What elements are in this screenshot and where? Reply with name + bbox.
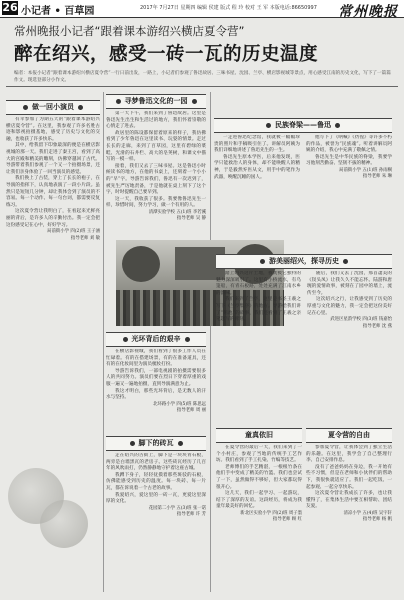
paragraph: 我们换上了古装，穿上了长长的袍子，在导演的指挥下，认真地表演了一段小片段。虽然只是短短几分钟，却让我体会到了演员的不容易。每一个动作、每一句台词，都需要反复练习。	[6, 176, 100, 208]
byline: 局前街小学 五(1)班 孙雨桐 指导老师 朱 琳	[339, 167, 392, 180]
paragraph: 我蹲下身子，轻轻抚摸着那些斑驳的石板，仿佛能感受到历史的温度。每一块砖、每一片瓦，都在诉说着一个古老的故事。	[106, 472, 206, 491]
byline: 武进区星韵学校 四(3)班 钱嘉怡 指导老师 沈 燕	[330, 317, 392, 329]
essay-title: 光环背后的艰辛	[131, 335, 181, 343]
byline: 局前街小学 四(2)班 王子涵 指导老师 刘 敏	[47, 229, 100, 241]
essay-title-box	[106, 94, 206, 109]
essay-body	[216, 445, 302, 593]
paragraph: 没有了爸爸妈妈在身边，我一开始有些不习惯，但是在老师和小伙伴们的帮助下，我很快就适应了。我们一起吃饭、一起参观、一起分享快乐。	[306, 464, 392, 490]
paragraph: 在夏令营的最后一天，我们来到了一个小村庄，参观了当地的传统手工艺作坊。我们看到了手工扎染、竹编等技艺。	[216, 445, 302, 464]
paragraph: 我们来到了兰亭，这里是书圣王羲之写下《兰亭集序》的地方。导游给我们讲了“鹅池”的故事，我们还看到了王羲之亲笔题写的碑刻。	[216, 297, 301, 323]
byline: 北环路小学 四(5)班 陈思远 指导老师 周 丽	[153, 401, 206, 414]
paragraph: 随后，我们又去了沈园，那首凄美的《钗头凤》让我久久不能忘怀。陆游和唐琬的爱情故事，被刻在了园中的墙上，流传至今。	[307, 271, 392, 296]
header-info: 2017年 7月27日 星期四 编辑 侯建 版式 程 玲 校对 王 军 本版电话:86650997	[140, 5, 317, 11]
essay-title: 寻梦鲁迅文化的一园	[124, 97, 188, 105]
essay-title-box	[6, 100, 100, 115]
byline: 花园第二小学 五(3)班 张一诺 指导老师 许 芳	[148, 505, 206, 518]
byline: 清潭实验学校 五(1)班 李若溪 指导老师 吴 静	[148, 209, 206, 222]
paragraph: 鲁迅先生原本学医，后来他发现，医学只能救治人的身体，却不能唤醒人的精神，于是毅然弃医从文，用手中的笔作为武器，唤醒沉睡的国人。	[214, 154, 300, 180]
essay-title: 脚下的砖瓦	[138, 439, 174, 447]
essay-title-box	[106, 436, 206, 451]
paragraph: 导游告诉我们，一部电视剧的拍摄需要很多人的共同努力。演员们要在烈日下穿着厚重的戏服一遍又一遍地拍摄，直到导演满意为止。	[106, 368, 206, 387]
tree-shape	[122, 246, 160, 282]
column-divider	[210, 92, 211, 592]
paragraph: 踏上绍兴这片土地，我就被它独特的魅力深深吸引了。这里有小桥流水，有乌篷船，有青石板路，处处充满了江南水乡的韵味。	[216, 271, 301, 296]
paragraph: 这一天，我收获了很多。我要像鲁迅先生一样，珍惜时间，努力学习，做一个有用的人。	[106, 196, 206, 209]
paragraph: 在横店影视城，我们看到了很多工作人员在忙碌着。有的在搭建场景，有的在准备道具，还有的在化妆间里为演员梳妆打扮。	[106, 349, 206, 368]
column-divider	[103, 92, 104, 592]
essay-body	[214, 135, 392, 235]
essay-body	[106, 349, 206, 429]
article-kicker: 常州晚报小记者“跟着课本游绍兴横店夏令营”	[14, 24, 245, 38]
paragraph: 其中，给我留下印象最深的便是在横店影视城的那一天。我们走进了秦王宫，看到了高大的宫殿和精美的雕刻，仿佛穿越回了古代。导游带着我们参观了一个又一个拍摄场景，还让我们亲身体验了一回当演员的感觉。	[6, 143, 100, 175]
paragraph: 一走进鲁迅纪念馆，我就被一幅幅珍贵的照片和手稿吸引住了。讲解员阿姨为我们详细地讲述了鲁迅先生的一生。	[214, 135, 300, 154]
essay-title: 做一回小演员	[32, 103, 74, 111]
paragraph: 故居里的陈设都保留着原来的样子，我仿佛看到了少年鲁迅在这里读书、玩耍的情景。走过长长的走廊，来到了百草园，这里有碧绿的菜畦、光滑的石井栏、高大的皂荚树，和课文中描写的一模一样。	[106, 130, 206, 163]
essay-title-box	[214, 118, 392, 133]
paragraph: 有幸参加了为期五天的“跟着课本游绍兴横店夏令营”。在这里，我参观了许多名胜古迹和影视拍摄基地，感受了历史与文化的交融，也收获了许多快乐。	[6, 117, 100, 142]
paragraph: 参加夏令营，让我体会到了独立生活的乐趣。在这里，我学会了自己整理行李、自己安排作息。	[306, 445, 392, 464]
paragraph: 走在绍兴的古街上，脚下是一块块青石板，两旁是白墙黑瓦的老房子。这些砖瓦经历了几百年的风吹雨打，仍然静静地守护着这座古城。	[106, 453, 206, 472]
paragraph: 这次夏令营让我成长了许多，也让我懂得了，在集体生活中要互相帮助、团结友爱。	[306, 491, 392, 510]
paragraph: 接着，我们又去了三味书屋。这是鲁迅小时候读书的地方，在他的书桌上，还刻着一个小小的“早”字。导游告诉我们，鲁迅有一次迟到了，被先生严厉地责备，于是他就在桌上刻下了这个字，时时提醒自己要早到。	[106, 163, 206, 196]
essay-title-box	[106, 332, 206, 347]
paragraph: 我爱绍兴，爱这里的一砖一瓦，更爱这里深厚的文化。	[106, 492, 206, 505]
byline: 新北区实验小学 四(2)班 周子墨 指导老师 顾 红	[240, 510, 302, 523]
page-number: 26	[2, 1, 18, 14]
essay-title-box	[216, 254, 392, 269]
essay-body	[216, 271, 392, 421]
article-headline: 醉在绍兴，感受一砖一瓦的历史温度	[14, 44, 319, 65]
essay-title: 民族脊梁——鲁迅	[275, 121, 331, 129]
divider	[6, 86, 398, 87]
paragraph: 老师傅们的手艺精湛，一根根竹条在他们手中变成了精美的竹篮。我们也尝试了一下，虽然做得不够好，但大家都玩得很开心。	[216, 464, 302, 490]
paragraph: 这几天，我们一起学习、一起游玩，结下了深厚的友谊。这段经历，将成为我童年最美好的回忆。	[216, 491, 302, 510]
essay-title: 游美丽绍兴，探寻历史	[269, 257, 339, 265]
essay-title: 夏令营的自由	[328, 431, 370, 439]
article-lede: 编者：本报小记者“跟着课本游绍兴横店夏令营”一行日前出发，一路上，小记者们参观了鲁迅故居、三味书屋、沈园、兰亭、横店影视城等景点，用心感受江南的历史文化，写下了一篇篇作文。现选登部分小作文。	[14, 71, 391, 83]
masthead: 常州晚报	[338, 4, 398, 20]
essay-title-box	[216, 428, 302, 443]
paragraph: 第一天下午，我们来到了鲁迅故居。这里是鲁迅先生出生和生活过的地方，我们怀着崇敬的心情走了进去。	[106, 111, 206, 130]
paragraph: 我这才明白，那些光环背后，是无数人的汗水与坚持。	[106, 388, 206, 401]
essay-body	[306, 445, 392, 593]
byline: 清凉小学 五(4)班 吴宇轩 指导老师 杨 帆	[343, 510, 392, 523]
paragraph: 鲁迅先生是中华民族的脊梁，我要学习他刻苦勤奋、坚韧不拔的精神。	[306, 154, 392, 167]
essay-body	[6, 117, 100, 587]
paragraph: 这次绍兴之行，让我感受到了历史的厚重与文化的魅力，我一定会把这份美好记在心里。	[307, 297, 392, 316]
section-title: 小记者 • 百草园	[21, 6, 95, 17]
paragraph: 这次夏令营让我明白了，在看起来光鲜亮丽的背后，是许多人的辛勤付出。我一定会把这份感受记在心中，好好学习。	[6, 209, 100, 228]
essay-title-box	[306, 428, 392, 443]
essay-title: 童真依旧	[245, 431, 273, 439]
essay-body	[106, 453, 206, 593]
paragraph: 他写下了《呐喊》《彷徨》等许多不朽的作品，被誉为“民族魂”。听着讲解员阿姨的介绍，我心中充满了敬佩之情。	[306, 135, 392, 154]
